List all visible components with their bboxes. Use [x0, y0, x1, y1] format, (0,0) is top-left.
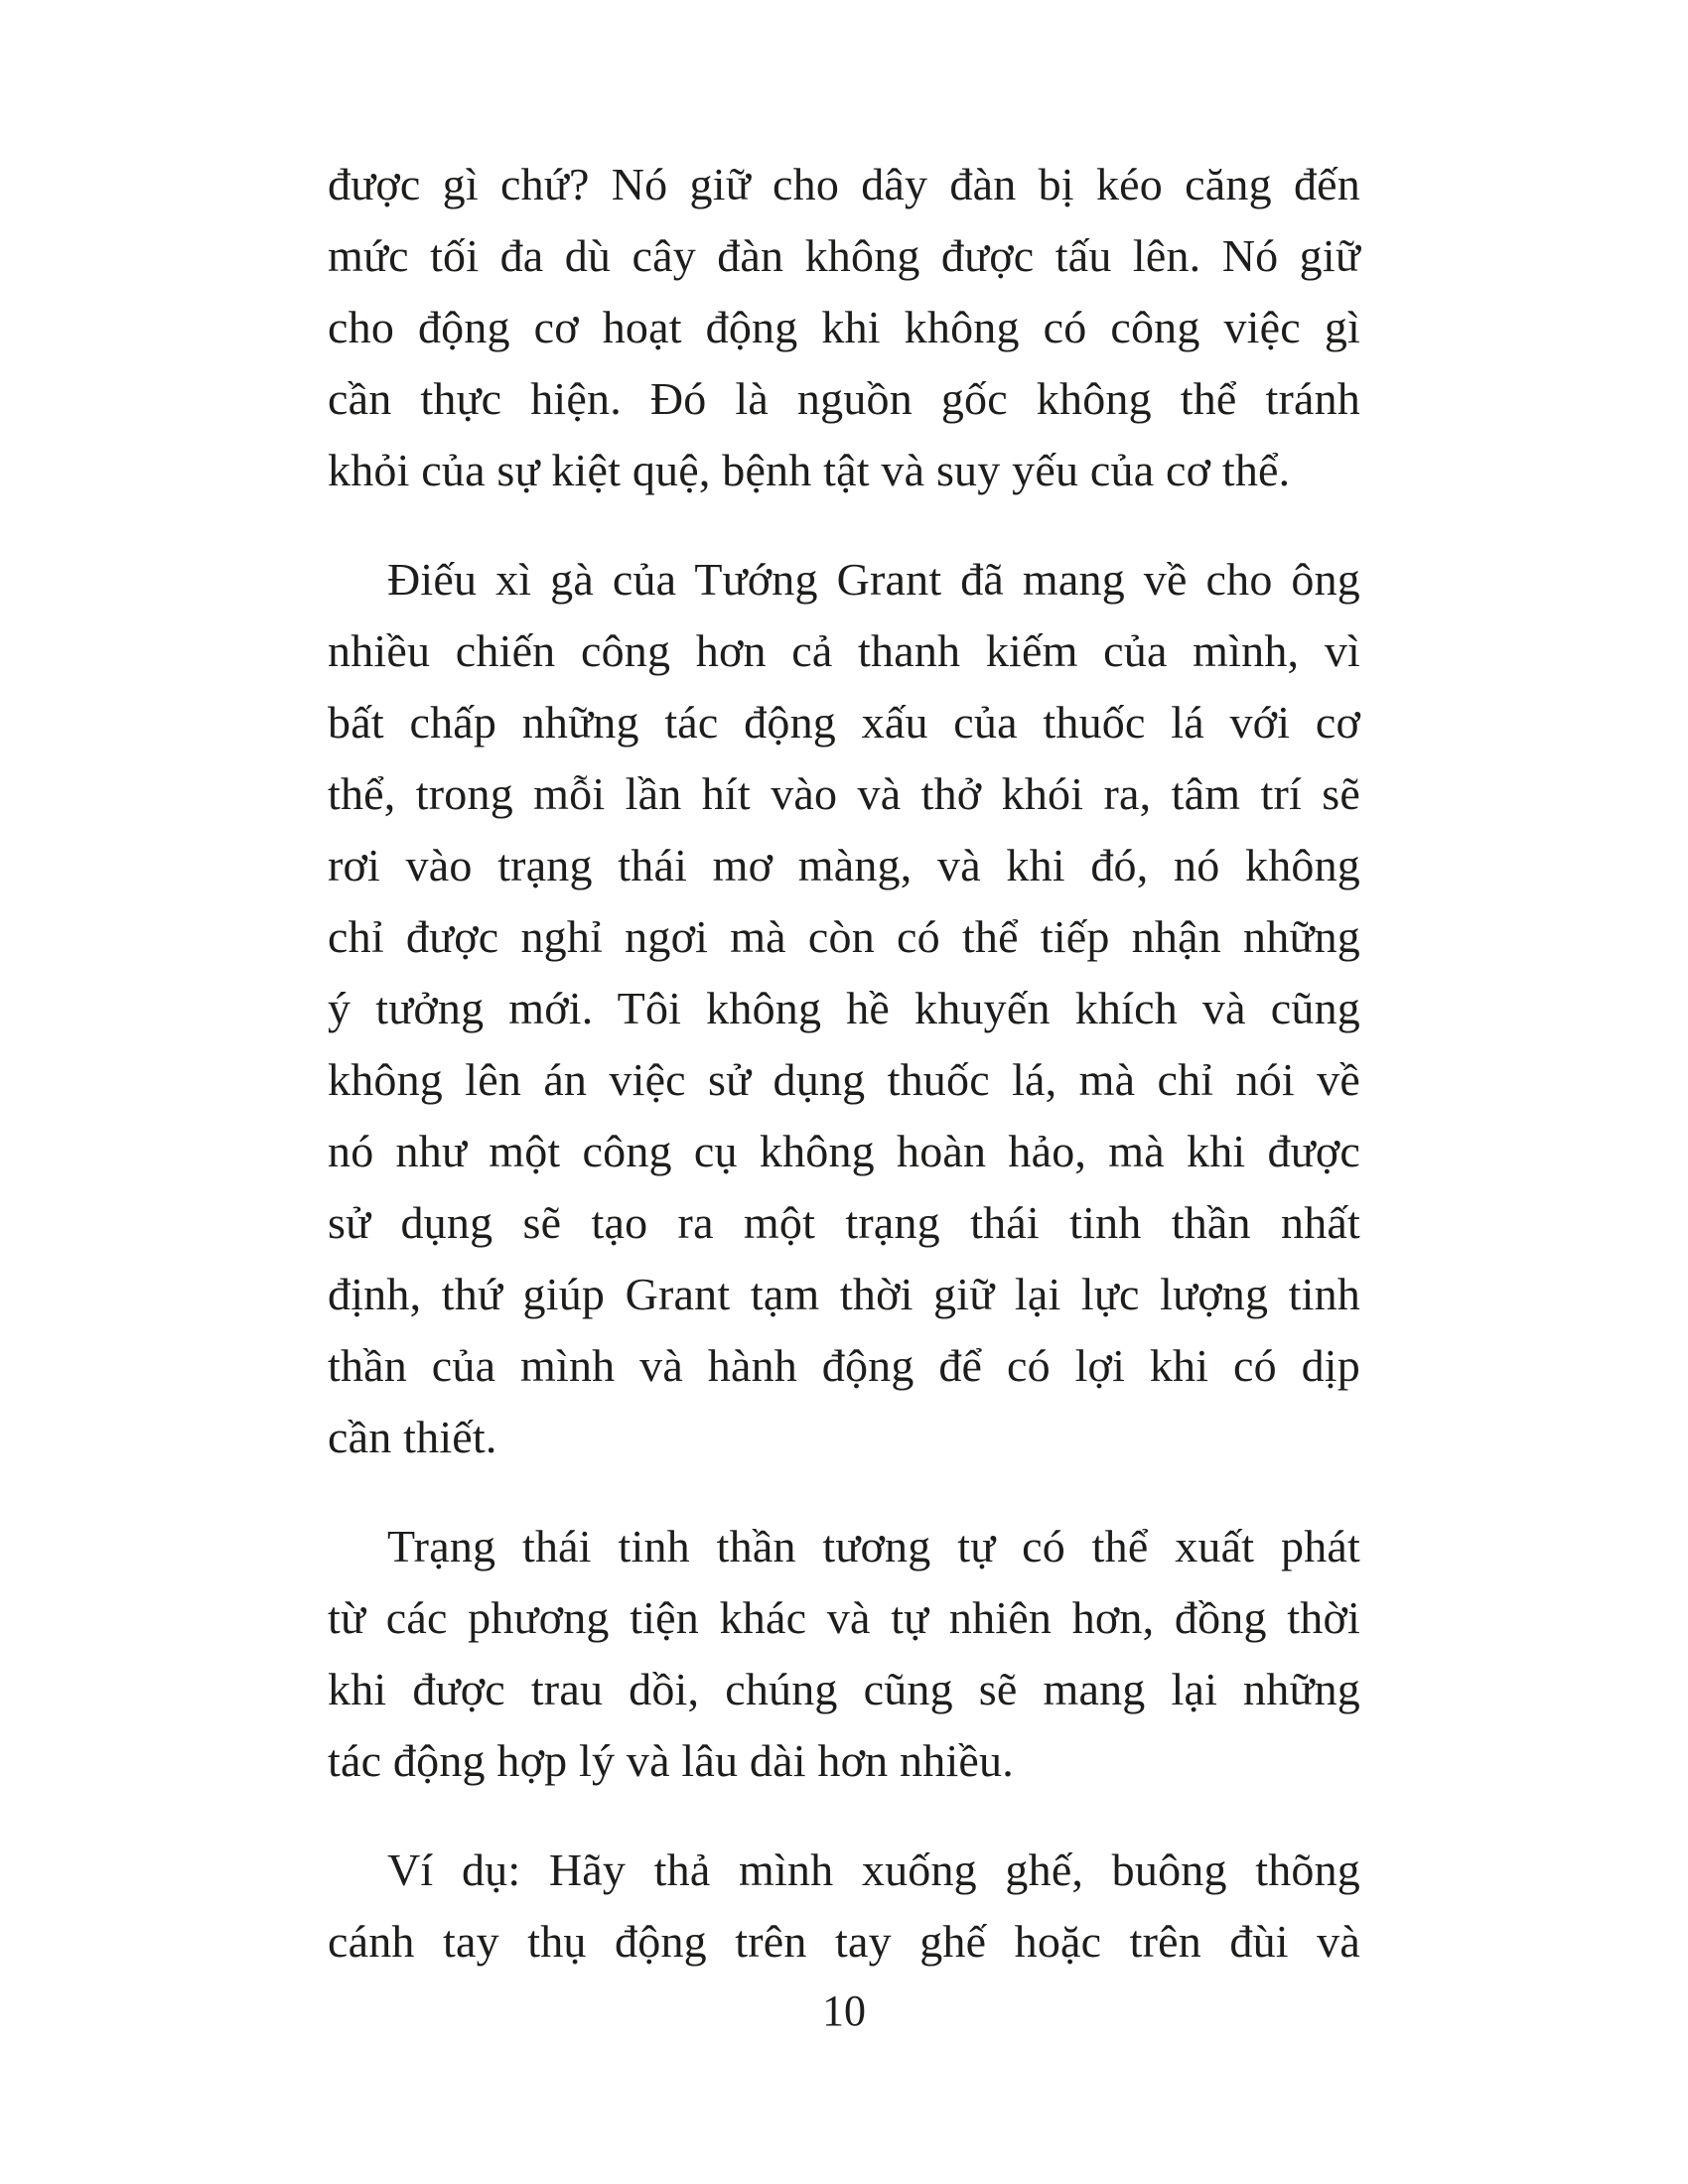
text-line: Ví dụ: Hãy thả mình xuống ghế, buông thõng [387, 1844, 1360, 1895]
text-line: cần thiết. [328, 1412, 497, 1462]
paragraph [328, 1835, 1360, 1978]
paragraph [328, 544, 1360, 1473]
text-line: được gì chứ? Nó giữ cho dây đàn bị kéo căng đến [328, 159, 1360, 209]
text-line: tác động hợp lý và lâu dài hơn nhiều. [328, 1735, 1014, 1786]
text-line: rơi vào trạng thái mơ màng, và khi đó, nó không [328, 840, 1360, 890]
text-line: mức tối đa dù cây đàn không được tấu lên. Nó giữ [328, 230, 1360, 281]
text-line: khi được trau dồi, chúng cũng sẽ mang lại những [328, 1664, 1360, 1714]
text-line: sử dụng sẽ tạo ra một trạng thái tinh thần nhất [328, 1197, 1360, 1248]
text-line: nhiều chiến công hơn cả thanh kiếm của mình, vì [328, 625, 1360, 676]
text-line: thể, trong mỗi lần hít vào và thở khói ra, tâm trí sẽ [328, 768, 1360, 819]
paragraph [328, 149, 1360, 506]
text-line: từ các phương tiện khác và tự nhiên hơn, đồng thời [328, 1592, 1360, 1643]
text-line: bất chấp những tác động xấu của thuốc lá với cơ [328, 697, 1360, 748]
text-line: thần của mình và hành động để có lợi khi có dịp [328, 1340, 1360, 1391]
text-line: chỉ được nghỉ ngơi mà còn có thể tiếp nhận những [328, 911, 1360, 962]
text-line: ý tưởng mới. Tôi không hề khuyến khích và cũng [328, 983, 1360, 1033]
paragraph [328, 1511, 1360, 1797]
text-line: cho động cơ hoạt động khi không có công việc gì [328, 302, 1360, 352]
text-line: cánh tay thụ động trên tay ghế hoặc trên đùi và [328, 1916, 1360, 1967]
page-number: 10 [822, 1986, 866, 2035]
book-page-text-block [328, 149, 1360, 1978]
text-line: Điếu xì gà của Tướng Grant đã mang về cho ông [387, 554, 1360, 605]
text-line: Trạng thái tinh thần tương tự có thể xuất phát [387, 1521, 1360, 1571]
text-line: không lên án việc sử dụng thuốc lá, mà chỉ nói về [328, 1054, 1360, 1105]
text-line: khỏi của sự kiệt quệ, bệnh tật và suy yếu của cơ thể. [328, 445, 1291, 495]
text-line: định, thứ giúp Grant tạm thời giữ lại lực lượng tinh [328, 1269, 1360, 1319]
text-line: nó như một công cụ không hoàn hảo, mà khi được [328, 1126, 1360, 1176]
text-line: cần thực hiện. Đó là nguồn gốc không thể tránh [328, 373, 1360, 424]
